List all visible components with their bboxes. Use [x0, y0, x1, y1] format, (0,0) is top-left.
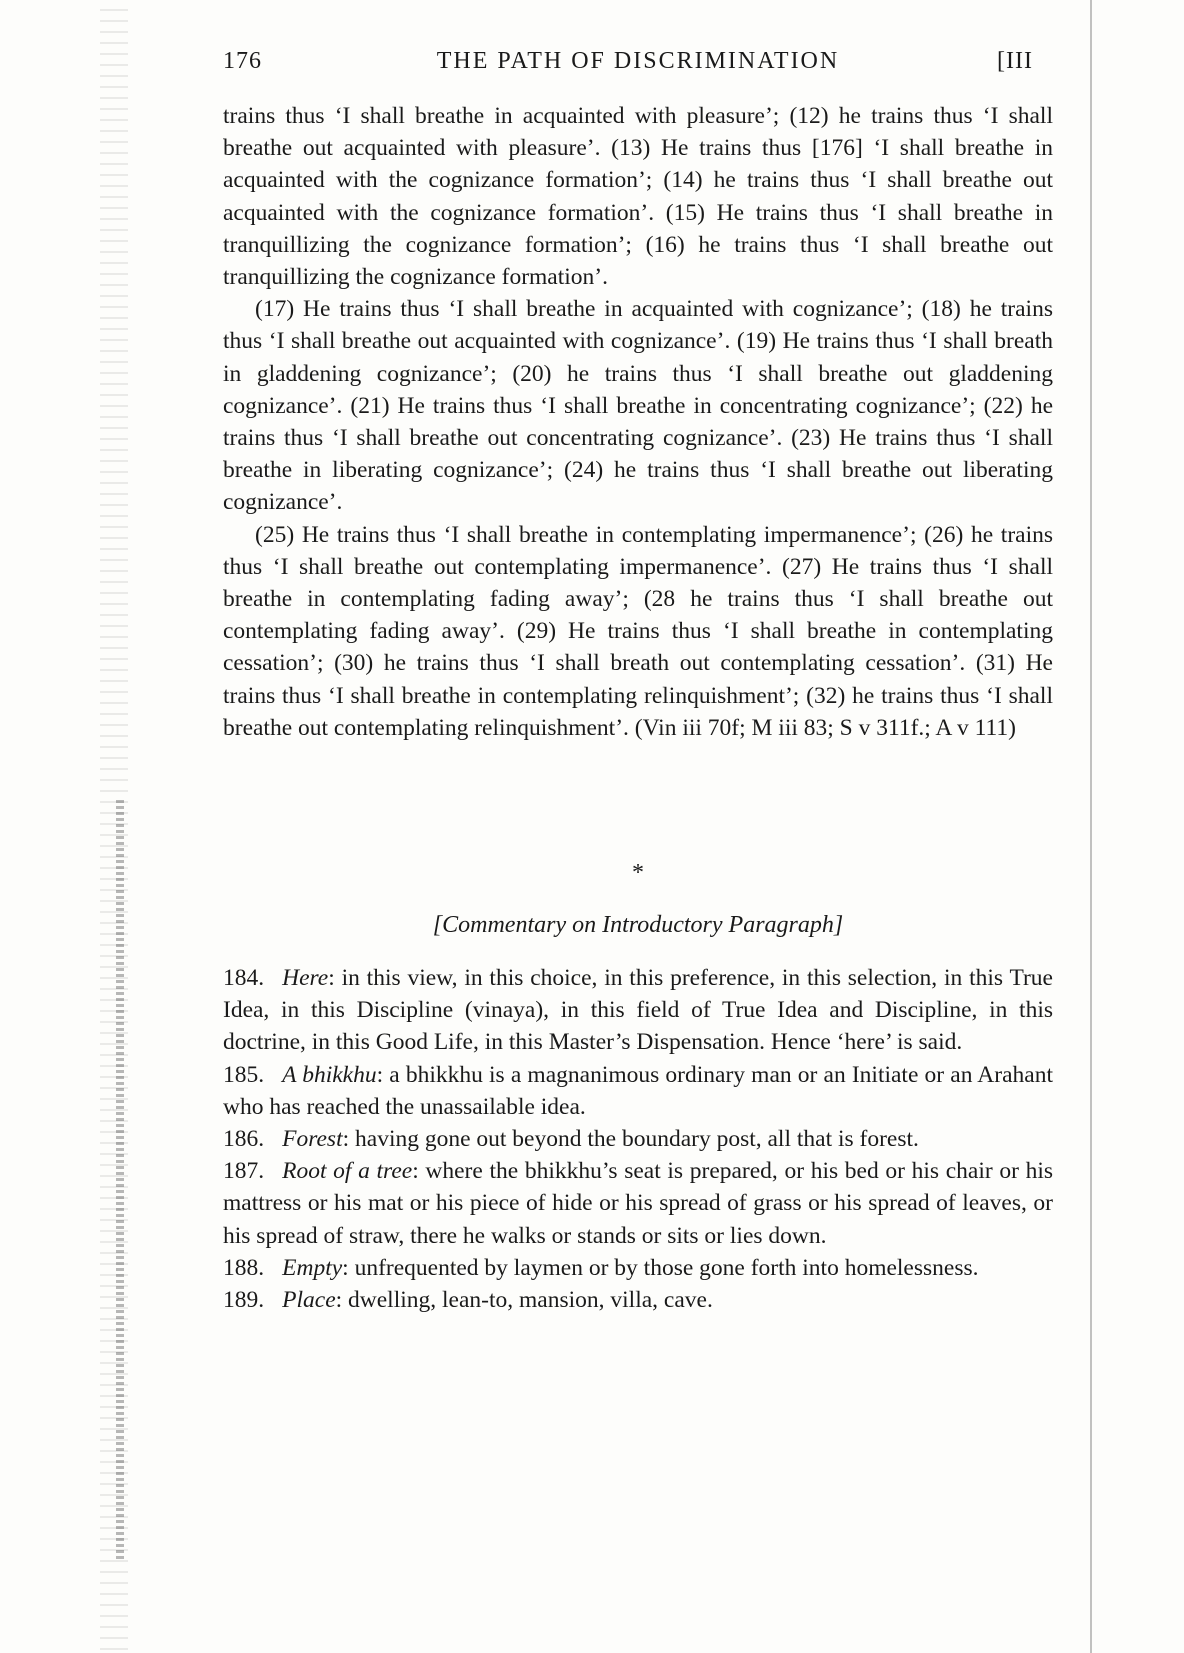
entry-text: : where the bhikkhu’s seat is prepared, or his bed or his chair or his mattress or his mat or his piece of hide or his spread of grass or his spread of leaves, or his spread of straw, there he walks or stands or sits or lies down. — [223, 1158, 1054, 1249]
running-head — [223, 48, 1053, 84]
entry-term: Empty — [282, 1254, 343, 1281]
commentary-entries — [223, 962, 1053, 1316]
running-title: THE PATH OF DISCRIMINATION — [436, 48, 840, 74]
commentary-entry — [223, 1284, 1053, 1316]
section-reference: [III — [997, 48, 1033, 74]
scan-binding-marks — [116, 800, 124, 1560]
commentary-entry — [223, 1123, 1053, 1155]
section-heading: [Commentary on Introductory Paragraph] — [432, 912, 844, 938]
entry-term: Root of a tree — [282, 1158, 413, 1185]
entry-text: : unfrequented by laymen or by those gone forth into homelessness. — [342, 1254, 979, 1281]
entry-term: A bhikkhu — [282, 1061, 377, 1088]
entry-text: : a bhikkhu is a magnanimous ordinary man or an Initiate or an Arahant who has reached the unassailable idea. — [223, 1061, 1053, 1120]
entry-number: 185. — [223, 1061, 265, 1088]
paragraph: (17) He trains thus ‘I shall breathe in acquainted with cognizance’; (18) he trains thus ‘I shall breathe out acquainted with cognizance’. (19) He trains thus ‘I shall breath in gladdening cognizance’; (20) he trains thus ‘I shall breathe out gladdening cognizance’. (21) He trains thus ‘I shall breathe in concentrating cognizance’; (22) he trains thus ‘I shall breathe out concentrating cognizance’. (23) He trains thus ‘I shall breathe in liberating cognizance’; (24) he trains thus ‘I shall breathe out liberating cognizance’. — [223, 296, 1053, 516]
entry-term: Forest — [282, 1126, 343, 1153]
commentary-entry — [223, 962, 1053, 1059]
paragraph: (25) He trains thus ‘I shall breathe in contemplating impermanence’; (26) he trains thus ‘I shall breathe out contemplating impermanence’. (27) He trains thus ‘I shall breathe in contemplating fading away’; (28 he trains thus ‘I shall breathe out contemplating fading away’. (29) He trains thus ‘I shall breathe in contemplating cessation’; (30) he trains thus ‘I shall breath out contemplating cessation’. (31) He trains thus ‘I shall breathe in contemplating relinquishment’; (32) he trains thus ‘I shall breathe out contemplating relinquishment’. (Vin iii 70f; M iii 83; S v 311f.; A v 111) — [223, 521, 1053, 741]
entry-text: : having gone out beyond the boundary post, all that is forest. — [342, 1126, 919, 1153]
entry-number: 189. — [223, 1287, 265, 1314]
entry-number: 188. — [223, 1254, 265, 1281]
commentary-entry — [223, 1059, 1053, 1123]
entry-text: : in this view, in this choice, in this preference, in this selection, in this True Idea, in this Discipline (vinaya), in this field of True Idea and Discipline, in this doctrine, in this Good Life, in this Master’s Dispensation. Hence ‘here’ is said. — [223, 965, 1053, 1056]
entry-term: Place — [282, 1287, 336, 1314]
scan-page-edge — [1090, 0, 1092, 1653]
commentary-entry — [223, 1155, 1053, 1252]
entry-number: 186. — [223, 1126, 265, 1153]
entry-text: : dwelling, lean-to, mansion, villa, cave. — [335, 1287, 713, 1314]
main-text — [223, 100, 1053, 744]
entry-term: Here — [282, 965, 329, 991]
commentary-entry — [223, 1252, 1053, 1284]
paragraph: trains thus ‘I shall breathe in acquainted with pleasure’; (12) he trains thus ‘I shall breathe out acquainted with pleasure’. (13) He trains thus [176] ‘I shall breathe in acquainted with the cognizance formation’; (14) he trains thus ‘I shall breathe out acquainted with the cognizance formation’. (15) He trains thus ‘I shall breathe in tranquillizing the cognizance formation’; (16) he trains thus ‘I shall breathe out tranquillizing the cognizance formation’. — [223, 103, 1053, 291]
entry-number: 184. — [223, 965, 265, 991]
entry-number: 187. — [223, 1158, 265, 1185]
section-separator: * — [632, 860, 644, 886]
page-number: 176 — [223, 48, 262, 74]
